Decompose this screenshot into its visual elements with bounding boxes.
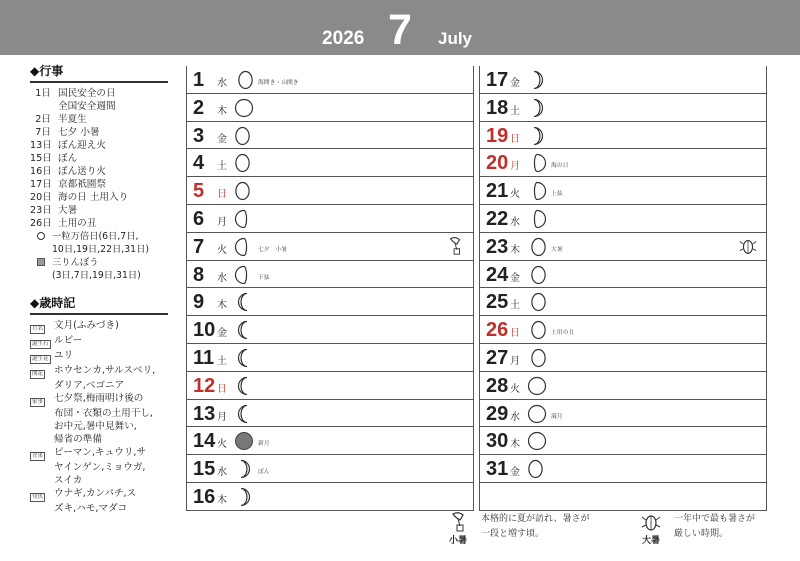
event-text: 京都祇園祭 — [58, 179, 106, 190]
saijiki-item — [30, 319, 168, 334]
moon-waning-crescent-icon — [234, 291, 254, 313]
shosho-label: 小暑 — [448, 536, 467, 546]
weekday-label: 金 — [217, 133, 227, 145]
weekday-label: 土 — [217, 355, 227, 367]
day-note: 下弦 — [258, 274, 270, 281]
event-text: 海の日 土用入り — [58, 192, 129, 203]
moon-phase — [234, 97, 254, 123]
event-text: ぼん送り火 — [58, 166, 106, 177]
weekday-label: 火 — [510, 189, 520, 201]
day-row — [187, 261, 473, 289]
day-number: 1 — [193, 69, 205, 91]
day-number: 13 — [193, 402, 216, 425]
moon-waxing-crescent-icon — [234, 458, 254, 480]
weekday-label: 火 — [217, 244, 227, 256]
moon-phase — [527, 458, 547, 484]
moon-phase — [527, 208, 547, 234]
weekday-label: 月 — [510, 355, 520, 367]
day-note: 土用の丑 — [551, 330, 575, 337]
day-note: 海開き・山開き — [258, 80, 299, 86]
legend-text: 一粒万倍日(6日,7日, — [52, 231, 139, 242]
moon-phase — [527, 291, 547, 317]
saijiki-tag: 開花 — [32, 371, 44, 377]
saijiki-item — [30, 349, 168, 364]
moon-waxing-gibbous-icon — [527, 236, 547, 258]
day-note: 大暑 — [551, 246, 563, 253]
circle-marker-icon — [37, 232, 45, 240]
moon-phase — [527, 180, 547, 206]
moon-waning-crescent-icon — [234, 375, 254, 397]
row-illustration — [445, 236, 465, 260]
saijiki-text: ルビー — [54, 335, 83, 346]
event-day — [30, 100, 58, 113]
day-note: 七夕 小暑 — [258, 246, 287, 253]
moon-full-icon — [527, 403, 547, 425]
weekday-label: 水 — [510, 411, 520, 423]
event-item — [30, 178, 168, 191]
day-row — [187, 205, 473, 233]
day-number: 22 — [486, 207, 509, 230]
day-row — [187, 427, 473, 455]
moon-waxing-crescent-icon — [527, 69, 547, 91]
saijiki-text: 布団・衣類の土用干し, — [54, 408, 153, 419]
day-number: 30 — [486, 430, 509, 453]
weekday-label: 水 — [217, 467, 227, 479]
moon-phase — [234, 430, 254, 456]
weekday-label: 火 — [510, 383, 520, 395]
saijiki-tag: 家事 — [32, 399, 44, 405]
day-number: 16 — [193, 485, 216, 508]
event-item — [30, 139, 168, 152]
moon-waxing-crescent-icon — [527, 97, 547, 119]
moon-waning-gibbous-icon — [234, 180, 254, 202]
saijiki-text: 帰省の準備 — [54, 434, 102, 445]
event-day: 2日 — [35, 114, 51, 125]
day-note: 海の日 — [551, 163, 569, 170]
weekday-label: 木 — [217, 494, 227, 506]
weekday-label: 水 — [217, 78, 227, 89]
moon-phase — [234, 486, 254, 512]
weekday-label: 金 — [217, 328, 227, 340]
day-row — [187, 400, 473, 428]
day-row — [187, 94, 473, 122]
header-month-number: 7 — [388, 6, 412, 54]
day-number: 24 — [486, 263, 509, 286]
moon-phase — [527, 97, 547, 123]
taisho-label: 大暑 — [641, 536, 660, 546]
moon-phase — [527, 69, 547, 95]
event-day: 17日 — [30, 179, 52, 190]
day-number: 14 — [193, 430, 216, 453]
moon-third-quarter-icon — [234, 236, 254, 258]
saijiki-text: ユリ — [54, 350, 74, 361]
moon-full-icon — [527, 430, 547, 452]
moon-full-icon — [527, 375, 547, 397]
moon-waxing-gibbous-icon — [527, 319, 547, 341]
day-number: 9 — [193, 291, 205, 314]
event-text: 全国安全週間 — [58, 101, 116, 112]
legend-item — [30, 269, 168, 282]
saijiki-tag: 月名 — [32, 326, 44, 332]
moon-full-icon — [234, 97, 254, 119]
day-number: 6 — [193, 207, 205, 230]
saijiki-item — [30, 392, 168, 407]
header-month-name: July — [438, 29, 473, 48]
legend-item — [30, 243, 168, 256]
day-note: 上弦 — [551, 191, 563, 198]
day-number: 20 — [486, 152, 509, 175]
taisho-text-line: 厳しい時期。 — [674, 529, 729, 539]
day-number: 23 — [486, 235, 509, 258]
day-number: 15 — [193, 458, 216, 481]
event-day: 7日 — [35, 127, 51, 138]
saijiki-text: お中元,暑中見舞い, — [54, 421, 137, 432]
legend-text: (3日,7日,19日,31日) — [52, 270, 141, 281]
moon-phase — [234, 125, 254, 151]
saijiki-item — [30, 379, 168, 392]
weekday-label: 月 — [510, 161, 520, 173]
moon-phase — [234, 403, 254, 429]
day-note: 新月 — [258, 441, 270, 448]
shosho-text-line: 一段と増す頃。 — [481, 529, 545, 539]
day-number: 8 — [193, 263, 205, 286]
moon-phase — [527, 319, 547, 345]
saijiki-text: ダリア,ベゴニア — [54, 380, 125, 391]
event-day: 15日 — [30, 153, 52, 164]
legend-text: 10日,19日,22日,31日) — [52, 244, 149, 255]
moon-phase — [234, 347, 254, 373]
moon-waning-crescent-icon — [234, 347, 254, 369]
moon-phase — [527, 403, 547, 429]
saijiki-item — [30, 446, 168, 461]
day-number: 31 — [486, 458, 509, 481]
day-number: 3 — [193, 124, 205, 147]
sidebar — [30, 62, 168, 515]
saijiki-text: ウナギ,カンパチ,ス — [54, 488, 137, 499]
saijiki-title: ◆歳時記 — [30, 294, 168, 315]
saijiki-text: 文月(ふみづき) — [54, 320, 119, 331]
weekday-label: 月 — [217, 411, 227, 423]
day-number: 26 — [486, 319, 509, 342]
moon-phase — [527, 347, 547, 373]
saijiki-text: ヤインゲン,ミョウガ, — [54, 462, 146, 473]
day-number: 12 — [193, 374, 216, 397]
day-row — [187, 344, 473, 372]
event-item — [30, 165, 168, 178]
event-day: 20日 — [30, 192, 52, 203]
saijiki-item — [30, 364, 168, 379]
moon-first-quarter-icon — [527, 180, 547, 202]
event-text: ぼん — [58, 153, 78, 164]
moon-phase — [527, 152, 547, 178]
event-item — [30, 87, 168, 100]
moon-waning-crescent-icon — [234, 319, 254, 341]
moon-waxing-gibbous-icon — [527, 291, 547, 313]
legend-text: 三りんぼう — [52, 257, 99, 268]
saijiki-text: ズキ,ハモ,マダコ — [54, 503, 128, 514]
weekday-label: 日 — [217, 189, 227, 201]
weekday-label: 木 — [217, 300, 227, 312]
saijiki-text: ホウセンカ,サルスベリ, — [54, 365, 156, 376]
moon-waning-gibbous-icon — [527, 458, 547, 480]
events-list — [30, 87, 168, 230]
moon-waning-gibbous-icon — [234, 125, 254, 147]
event-item — [30, 126, 168, 139]
day-number: 21 — [486, 180, 509, 203]
moon-phase — [234, 208, 254, 234]
day-row — [187, 316, 473, 344]
weekday-label: 水 — [510, 216, 520, 228]
moon-phase — [527, 430, 547, 456]
weekday-label: 火 — [217, 439, 227, 451]
saijiki-item — [30, 487, 168, 502]
saijiki-text: スイカ — [54, 475, 83, 486]
moon-phase — [527, 236, 547, 262]
weekday-label: 木 — [510, 244, 520, 256]
day-row — [480, 288, 766, 316]
day-number: 2 — [193, 96, 205, 119]
wind-chime-icon — [445, 236, 465, 256]
moon-phase — [234, 69, 254, 95]
day-row — [187, 177, 473, 205]
moon-waxing-crescent-icon — [527, 125, 547, 147]
event-day: 16日 — [30, 166, 52, 177]
day-row — [480, 427, 766, 455]
day-number: 18 — [486, 96, 509, 119]
day-number: 4 — [193, 152, 205, 175]
day-row — [480, 316, 766, 344]
calendar-column-right — [479, 66, 767, 511]
weekday-label: 金 — [510, 78, 520, 89]
day-row — [187, 233, 473, 261]
moon-phase — [527, 125, 547, 151]
event-text: 国民安全の日 — [58, 88, 116, 99]
saijiki-tag: 誕生花 — [32, 356, 49, 362]
saijiki-list — [30, 319, 168, 515]
moon-third-quarter-icon — [234, 264, 254, 286]
moon-waxing-gibbous-icon — [234, 69, 254, 91]
day-number: 17 — [486, 69, 509, 91]
saijiki-tag: 青果 — [32, 453, 44, 459]
weekday-label: 金 — [510, 272, 520, 284]
event-day: 13日 — [30, 140, 52, 151]
event-item — [30, 204, 168, 217]
event-item — [30, 191, 168, 204]
saijiki-tag: 誕生石 — [32, 341, 49, 347]
saijiki-item — [30, 474, 168, 487]
day-number: 19 — [486, 124, 509, 147]
event-item — [30, 217, 168, 230]
moon-waning-crescent-icon — [234, 403, 254, 425]
moon-phase — [527, 375, 547, 401]
saijiki-text: 七夕祭,梅雨明け後の — [54, 393, 144, 404]
moon-waxing-gibbous-icon — [527, 264, 547, 286]
footer-note-shosho — [443, 512, 593, 546]
legend-item — [30, 230, 168, 243]
saijiki-item — [30, 461, 168, 474]
weekday-label: 日 — [510, 328, 520, 340]
weekday-label: 月 — [217, 216, 227, 228]
event-day: 1日 — [35, 88, 51, 99]
legend-item — [30, 256, 168, 269]
moon-phase — [234, 180, 254, 206]
day-note: ぼん — [258, 469, 270, 476]
event-text: 大暑 — [58, 205, 78, 216]
event-item — [30, 113, 168, 126]
moon-phase — [234, 236, 254, 262]
day-row — [480, 122, 766, 150]
moon-phase — [234, 291, 254, 317]
day-number: 7 — [193, 235, 205, 258]
legend-list — [30, 230, 168, 282]
day-row — [480, 400, 766, 428]
moon-phase — [527, 264, 547, 290]
weekday-label: 木 — [510, 439, 520, 451]
day-number: 5 — [193, 180, 205, 203]
weekday-label: 土 — [510, 300, 520, 312]
saijiki-item — [30, 420, 168, 433]
moon-phase — [234, 152, 254, 178]
day-number: 27 — [486, 346, 509, 369]
day-row — [480, 177, 766, 205]
day-row — [187, 122, 473, 150]
event-text: 土用の丑 — [58, 218, 97, 229]
moon-phase — [234, 458, 254, 484]
saijiki-item — [30, 334, 168, 349]
day-number: 10 — [193, 319, 216, 342]
day-row — [480, 66, 766, 94]
day-row — [480, 233, 766, 261]
day-number: 28 — [486, 374, 509, 397]
saijiki-item — [30, 502, 168, 515]
event-item — [30, 152, 168, 165]
event-text: ぼん迎え火 — [58, 140, 106, 151]
weekday-label: 日 — [510, 133, 520, 145]
footer-note-taisho — [636, 512, 786, 546]
day-row — [480, 149, 766, 177]
weekday-label: 金 — [510, 467, 520, 479]
month-header — [0, 0, 800, 55]
event-text: 七夕 小暑 — [58, 127, 100, 138]
wind-chime-icon — [447, 512, 469, 532]
moon-phase — [234, 264, 254, 290]
day-row — [480, 344, 766, 372]
day-number: 29 — [486, 402, 509, 425]
moon-third-quarter-icon — [234, 208, 254, 230]
shosho-text-line: 本格的に夏が訪れ、暑さが — [481, 514, 590, 524]
weekday-label: 日 — [217, 383, 227, 395]
saijiki-item — [30, 407, 168, 420]
saijiki-item — [30, 433, 168, 446]
square-marker-icon — [37, 258, 45, 266]
moon-waning-gibbous-icon — [234, 152, 254, 174]
day-row — [480, 94, 766, 122]
moon-waxing-gibbous-icon — [527, 347, 547, 369]
events-title: ◆行事 — [30, 62, 168, 83]
empty-day-row — [480, 483, 766, 511]
day-row — [480, 205, 766, 233]
weekday-label: 土 — [510, 105, 520, 117]
day-row — [187, 372, 473, 400]
day-number: 25 — [486, 291, 509, 314]
moon-waxing-crescent-icon — [234, 486, 254, 508]
moon-phase — [234, 375, 254, 401]
day-number: 11 — [193, 346, 215, 369]
moon-first-quarter-icon — [527, 152, 547, 174]
day-row — [480, 372, 766, 400]
weekday-label: 水 — [217, 272, 227, 284]
moon-phase — [234, 319, 254, 345]
weekday-label: 木 — [217, 105, 227, 117]
day-row — [187, 455, 473, 483]
day-row — [480, 455, 766, 483]
saijiki-text: ピーマン,キュウリ,サ — [54, 447, 147, 458]
header-year: 2026 — [322, 28, 365, 49]
cicada-icon — [640, 512, 662, 532]
moon-new-icon — [234, 430, 254, 452]
event-day: 23日 — [30, 205, 52, 216]
day-row — [187, 483, 473, 511]
day-row — [187, 149, 473, 177]
calendar-column-left — [186, 66, 474, 511]
saijiki-tag: 旬魚 — [32, 494, 44, 500]
row-illustration — [738, 236, 758, 260]
event-item — [30, 100, 168, 113]
day-row — [187, 66, 473, 94]
day-note: 満月 — [551, 413, 563, 420]
moon-first-quarter-icon — [527, 208, 547, 230]
event-day: 26日 — [30, 218, 52, 229]
event-text: 半夏生 — [58, 114, 87, 125]
day-row — [187, 288, 473, 316]
taisho-text-line: 一年中で最も暑さが — [674, 514, 756, 524]
cicada-icon — [738, 236, 758, 256]
weekday-label: 土 — [217, 161, 227, 173]
day-row — [480, 261, 766, 289]
